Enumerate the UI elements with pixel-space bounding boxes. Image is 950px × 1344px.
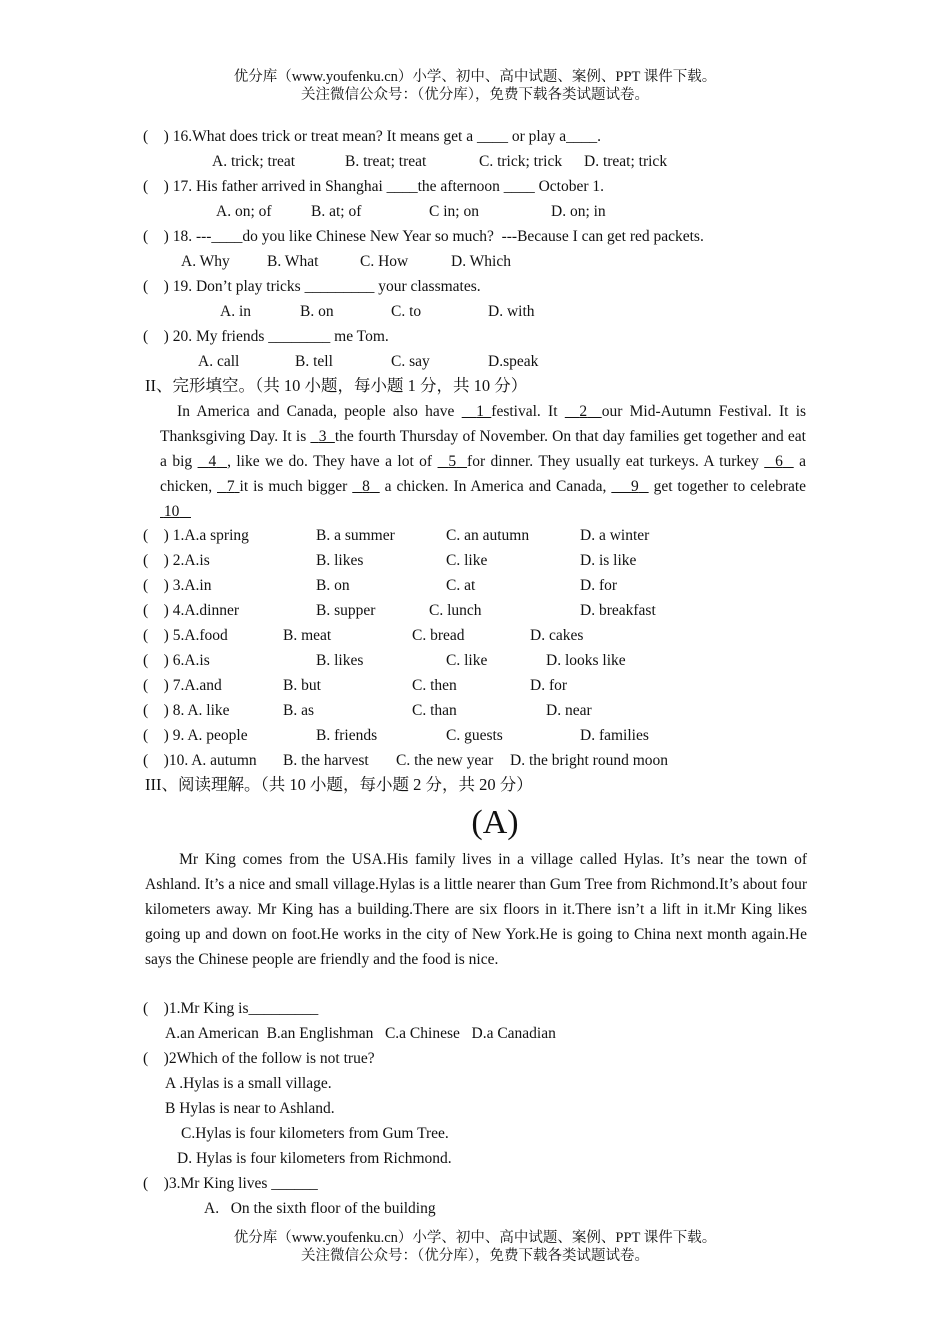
q17-opt-c: C in; on [429, 203, 479, 220]
blank-4: 4 [208, 453, 217, 470]
blank-6: 6 [775, 453, 783, 470]
question-16: ( ) 16.What does trick or treat mean? It means get a ____ or play a____. [143, 128, 601, 145]
blank-7: 7 [226, 478, 235, 495]
cloze-7-opt-c: C. then [412, 677, 457, 694]
cloze-9-opt-d: D. families [580, 727, 649, 744]
q16-opt-b: B. treat; treat [345, 153, 427, 170]
footer-line-2: 关注微信公众号：（优分库），免费下载各类试题试卷。 [301, 1248, 649, 1264]
page-header [0, 68, 950, 104]
q20-opt-a: A. call [198, 353, 240, 370]
cloze-7-opt-b: B. but [283, 677, 321, 694]
q19-opt-b: B. on [300, 303, 334, 320]
page-footer [0, 1229, 950, 1265]
blank-9: 9 [631, 478, 639, 495]
cloze-7-opt-d: D. for [530, 677, 568, 694]
question-20: ( ) 20. My friends ________ me Tom. [143, 328, 389, 345]
q18-opt-d: D. Which [451, 253, 511, 270]
reading-q2: ( )2Which of the follow is not true? [143, 1050, 375, 1067]
blank-2: 2 [579, 403, 588, 420]
cloze-5-opt-b: B. meat [283, 627, 332, 644]
cloze-6-opt-b: B. likes [316, 652, 364, 669]
cloze-item-6: ( ) 6.A.is [143, 652, 210, 669]
cloze-2-opt-b: B. likes [316, 552, 364, 569]
cloze-item-2: ( ) 2.A.is [143, 552, 210, 569]
cloze-4-opt-c: C. lunch [429, 602, 482, 619]
cloze-4-opt-b: B. supper [316, 602, 376, 619]
cloze-1-opt-c: C. an autumn [446, 527, 530, 544]
cloze-10-opt-c: C. the new year [396, 752, 494, 769]
header-line-2: 关注微信公众号：（优分库），免费下载各类试题试卷。 [301, 87, 649, 103]
cloze-8-opt-b: B. as [283, 702, 314, 719]
cloze-9-opt-b: B. friends [316, 727, 378, 744]
blank-5: 5 [448, 453, 457, 470]
reading-section-title: III、阅读理解。（共 10 小题，每小题 2 分，共 20 分） [145, 775, 533, 794]
q19-opt-c: C. to [391, 303, 422, 320]
reading-q3-opt-a: A. On the sixth floor of the building [204, 1200, 436, 1217]
cloze-item-9: ( ) 9. A. people [143, 727, 248, 744]
q20-opt-c: C. say [391, 353, 430, 370]
cloze-item-5: ( ) 5.A.food [143, 627, 228, 644]
header-line-1: 优分库（www.youfenku.cn）小学、初中、高中试题、案例、PPT 课件下载。 [233, 69, 717, 85]
reading-q2-opt-d: D. Hylas is four kilometers from Richmond. [177, 1150, 452, 1167]
cloze-item-3: ( ) 3.A.in [143, 577, 212, 594]
q16-opt-a: A. trick; treat [212, 153, 296, 170]
q20-opt-d: D.speak [488, 353, 539, 370]
q20-opt-b: B. tell [295, 353, 333, 370]
cloze-10-opt-b: B. the harvest [283, 752, 369, 769]
reading-q1: ( )1.Mr King is_________ [143, 1000, 319, 1017]
q16-opt-d: D. treat; trick [584, 153, 668, 170]
reading-q3: ( )3.Mr King lives ______ [143, 1175, 318, 1192]
cloze-10-opt-d: D. the bright round moon [510, 752, 668, 769]
cloze-2-opt-d: D. is like [580, 552, 637, 569]
q16-opt-c: C. trick; trick [479, 153, 563, 170]
q19-opt-a: A. in [220, 303, 251, 320]
cloze-item-4: ( ) 4.A.dinner [143, 602, 239, 619]
q17-opt-b: B. at; of [311, 203, 362, 220]
blank-10: 10 [163, 503, 180, 520]
cloze-3-opt-d: D. for [580, 577, 618, 594]
blank-8: 8 [362, 478, 370, 495]
cloze-4-opt-d: D. breakfast [580, 602, 656, 619]
q18-opt-c: C. How [360, 253, 409, 270]
q18-opt-b: B. What [267, 253, 319, 270]
cloze-5-opt-d: D. cakes [530, 627, 584, 644]
cloze-6-opt-c: C. like [446, 652, 488, 669]
cloze-3-opt-b: B. on [316, 577, 350, 594]
question-17: ( ) 17. His father arrived in Shanghai ____the afternoon ____ October 1. [143, 178, 604, 195]
blank-3: 3 [318, 428, 327, 445]
cloze-3-opt-c: C. at [446, 577, 476, 594]
reading-q1-options: A.an American B.an Englishman C.a Chinese D.a Canadian [165, 1025, 556, 1042]
cloze-8-opt-c: C. than [412, 702, 457, 719]
cloze-1-opt-b: B. a summer [316, 527, 395, 544]
cloze-8-opt-d: D. near [546, 702, 592, 719]
question-19: ( ) 19. Don’t play tricks _________ your classmates. [143, 278, 481, 295]
cloze-item-10: ( )10. A. autumn [143, 752, 257, 769]
cloze-item-8: ( ) 8. A. like [143, 702, 230, 719]
cloze-passage: In America and Canada, people also have 1 festival. It 2 our Mid-Autumn Festival. It is Thanksgiving Day. It is 3 the fourth Thursday of November. On that day families get together and eat a big 4 , like we do. They have a lot of 5 for dinner. They usually eat turkeys. A turkey 6 a chicken, 7 it is much bigger 8 a chicken. In America and Canada, 9 get together to celebrate 10 [160, 403, 807, 520]
footer-line-1: 优分库（www.youfenku.cn）小学、初中、高中试题、案例、PPT 课件下载。 [233, 1230, 717, 1246]
cloze-5-opt-c: C. bread [412, 627, 465, 644]
blank-1: 1 [476, 403, 484, 420]
q19-opt-d: D. with [488, 303, 535, 320]
cloze-section-title: II、完形填空。（共 10 小题，每小题 1 分，共 10 分） [145, 376, 528, 395]
reading-passage: Mr King comes from the USA.His family lives in a village called Hylas. It’s near the town of Ashland. It’s a nice and small village.Hylas is a little nearer than Gum Tree from Richmond.It’s about four kilometers away. Mr King has a building.There are six floors in it.There isn’t a lift in it.Mr King likes going up and down on foot.He works in the city of New York.He is going to China next month again.He says the Chinese people are friendly and the food is nice. [145, 851, 807, 968]
cloze-9-opt-c: C. guests [446, 727, 503, 744]
cloze-item-7: ( ) 7.A.and [143, 677, 222, 694]
reading-q2-opt-b: B Hylas is near to Ashland. [165, 1100, 335, 1117]
cloze-6-opt-d: D. looks like [546, 652, 626, 669]
q17-opt-d: D. on; in [551, 203, 606, 220]
q17-opt-a: A. on; of [216, 203, 272, 220]
reading-part-label: (A) [471, 804, 519, 841]
cloze-item-1: ( ) 1.A.a spring [143, 527, 249, 544]
reading-q2-opt-c: C.Hylas is four kilometers from Gum Tree. [181, 1125, 449, 1142]
cloze-2-opt-c: C. like [446, 552, 488, 569]
q18-opt-a: A. Why [181, 253, 230, 270]
question-18: ( ) 18. ---____do you like Chinese New Year so much? ---Because I can get red packets. [143, 228, 704, 245]
reading-q2-opt-a: A .Hylas is a small village. [165, 1075, 332, 1092]
cloze-1-opt-d: D. a winter [580, 527, 650, 544]
